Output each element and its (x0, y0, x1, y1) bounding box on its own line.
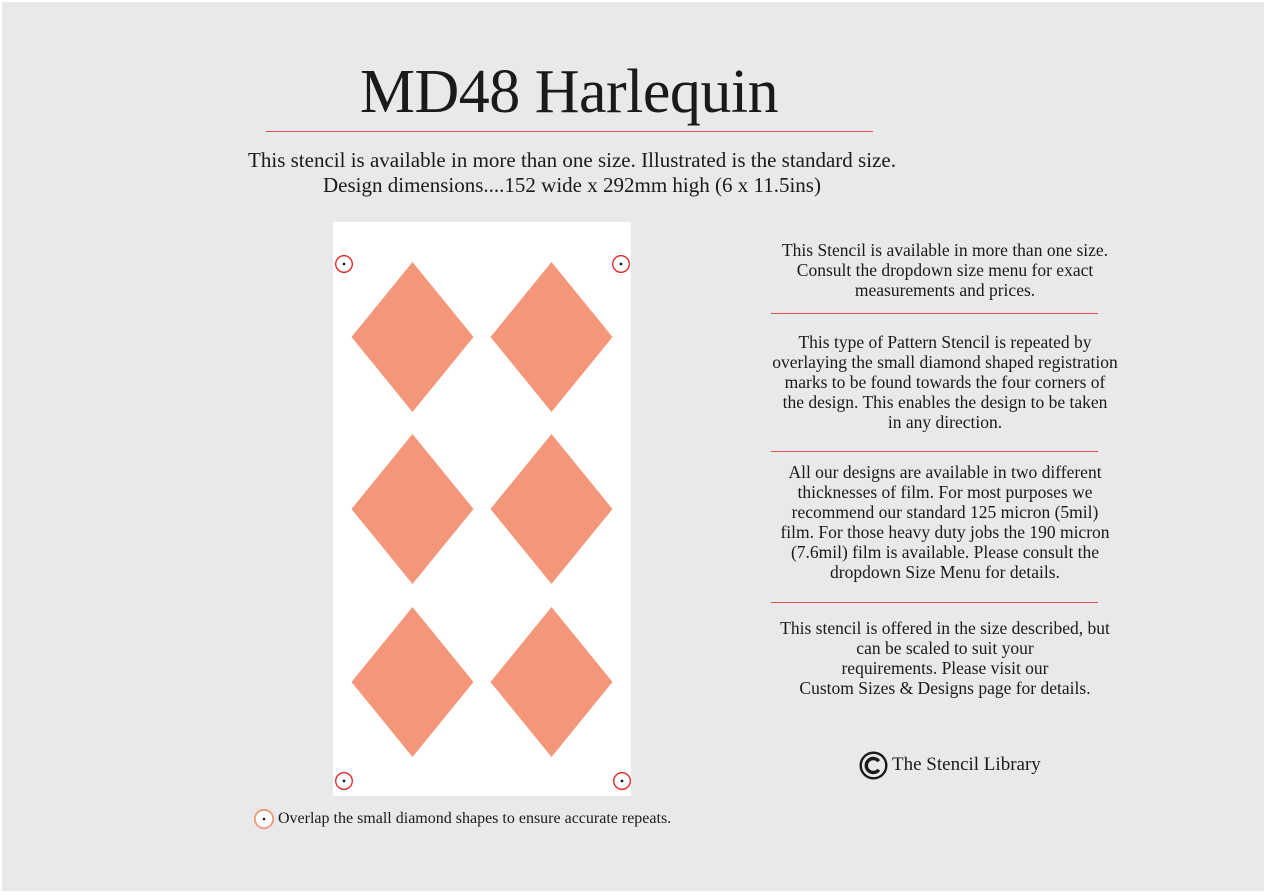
info-divider (771, 451, 1098, 452)
page-title: MD48 Harlequin (359, 58, 779, 126)
info-line: Consult the dropdown size menu for exact (796, 260, 1094, 280)
subtitle (172, 148, 972, 198)
harlequin-diamond (491, 607, 613, 757)
stencil-illustration (333, 222, 631, 796)
footnote-text: Overlap the small diamond shapes to ensure accurate repeats. (278, 810, 672, 827)
info-line: This type of Pattern Stencil is repeated by (798, 332, 1092, 352)
registration-mark-icon (336, 256, 353, 273)
info-line: All our designs are available in two different (788, 462, 1102, 482)
info-line: film. For those heavy duty jobs the 190 micron (780, 522, 1110, 542)
harlequin-diamond (491, 262, 613, 412)
info-divider (771, 602, 1098, 603)
registration-footnote (253, 808, 671, 830)
registration-circle-icon (253, 808, 275, 830)
info-divider (771, 313, 1098, 314)
info-film-note (745, 462, 1145, 582)
copyright-icon (859, 751, 888, 780)
title-divider (266, 131, 873, 132)
info-line: This stencil is offered in the size described, but (780, 618, 1110, 638)
info-line: dropdown Size Menu for details. (830, 562, 1060, 582)
subtitle-availability: This stencil is available in more than one size. Illustrated is the standard size. (248, 148, 896, 172)
harlequin-diamond (352, 262, 474, 412)
harlequin-diamond (491, 434, 613, 584)
info-line: requirements. Please visit our (841, 658, 1049, 678)
registration-mark-icon (614, 773, 631, 790)
info-line: recommend our standard 125 micron (5mil) (791, 502, 1099, 522)
copyright-text: The Stencil Library (892, 754, 1041, 775)
subtitle-dimensions: Design dimensions....152 wide x 292mm high (6 x 11.5ins) (323, 173, 821, 197)
copyright-notice (859, 749, 1041, 781)
harlequin-diamond (352, 607, 474, 757)
info-line: thicknesses of film. For most purposes we (797, 482, 1093, 502)
info-line: (7.6mil) film is available. Please consult the (790, 542, 1100, 562)
info-line: Custom Sizes & Designs page for details. (799, 678, 1091, 698)
info-line: marks to be found towards the four corners of (784, 372, 1106, 392)
info-custom-note (745, 618, 1145, 698)
info-size-note (745, 240, 1145, 300)
info-line: overlaying the small diamond shaped registration (772, 352, 1118, 372)
registration-mark-icon (613, 256, 630, 273)
info-line: can be scaled to suit your (856, 638, 1034, 658)
stencil-sheet (2, 2, 1264, 891)
registration-mark-icon (336, 773, 353, 790)
info-line: the design. This enables the design to be taken (782, 392, 1108, 412)
info-line: This Stencil is available in more than one size. (781, 240, 1109, 260)
info-repeat-note (745, 332, 1145, 432)
info-line: in any direction. (887, 412, 1003, 432)
harlequin-diamond (352, 434, 474, 584)
info-line: measurements and prices. (854, 280, 1036, 300)
stencil-artwork (333, 222, 631, 796)
